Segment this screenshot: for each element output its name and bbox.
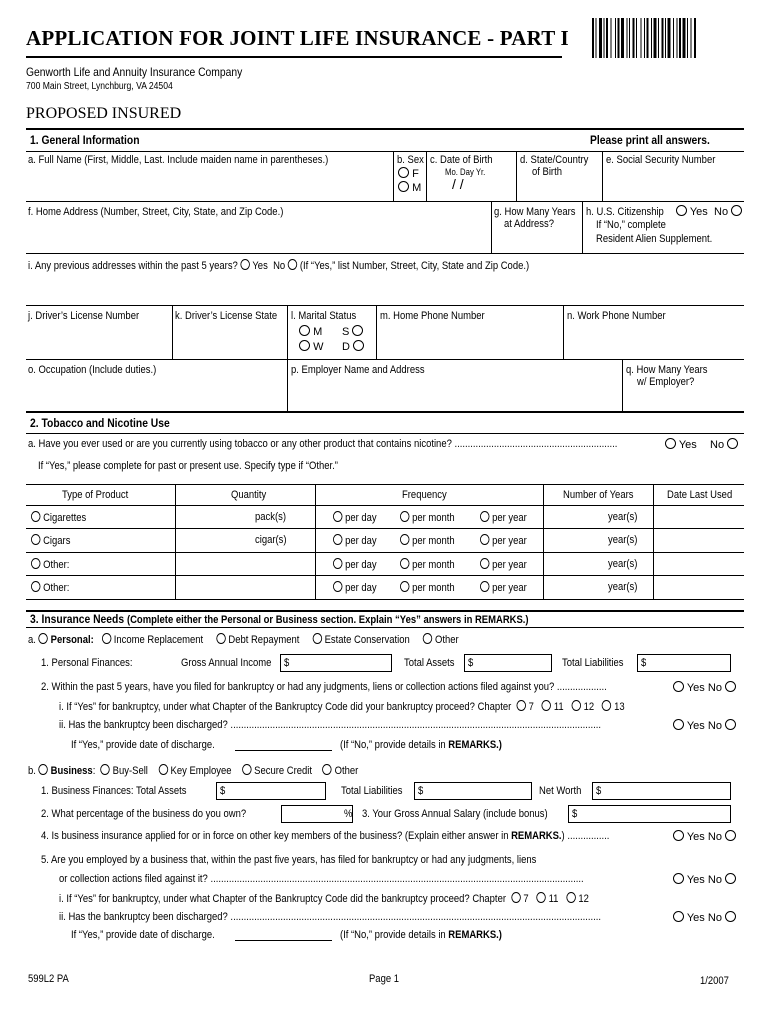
yes-label: Yes xyxy=(678,439,697,451)
radio-icon[interactable] xyxy=(31,558,40,569)
table-rule xyxy=(26,484,744,485)
home-address-label: f. Home Address (Number, Street, City, State, and Zip Code.) xyxy=(28,206,284,218)
business-liabilities-field[interactable] xyxy=(414,782,532,800)
radio-icon[interactable] xyxy=(673,719,684,730)
radio-icon[interactable] xyxy=(511,892,520,903)
radio-icon[interactable] xyxy=(39,633,48,644)
radio-icon[interactable] xyxy=(323,764,332,775)
quantity-cell[interactable] xyxy=(255,534,287,546)
radio-icon[interactable] xyxy=(216,633,225,644)
row-rule xyxy=(26,253,744,254)
dl-number-label: j. Driver’s License Number xyxy=(28,310,140,322)
dollar-sign: $ xyxy=(641,657,647,669)
marital-m-label: M xyxy=(313,326,323,338)
employer-chapter-question: i. If “Yes” for bankruptcy, under what Chapter of the Bankruptcy Code did the bankruptcy proceed? Chapter xyxy=(59,893,506,905)
radio-icon[interactable] xyxy=(299,325,310,336)
radio-icon[interactable] xyxy=(398,167,409,178)
per-day-option[interactable] xyxy=(333,558,377,571)
key-employee-label: Key Employee xyxy=(170,765,232,777)
per-year-option[interactable] xyxy=(480,534,527,547)
product-type-option[interactable] xyxy=(31,534,70,547)
years-at-address-label2: at Address? xyxy=(504,218,554,230)
no-label: No xyxy=(707,912,722,924)
page-number: Page 1 xyxy=(369,973,399,985)
total-liabilities-label: Total Liabilities xyxy=(562,657,624,669)
secure-credit-label: Secure Credit xyxy=(254,765,313,777)
employer-discharge-date-field[interactable] xyxy=(235,940,332,941)
section2-subrule xyxy=(26,433,744,434)
radio-icon[interactable] xyxy=(725,719,736,730)
radio-icon[interactable] xyxy=(240,259,249,270)
form-date: 1/2007 xyxy=(700,975,729,987)
marital-label: l. Marital Status xyxy=(291,310,357,322)
employer-chapter-row xyxy=(59,892,589,905)
per-day-label: per day xyxy=(345,512,377,524)
divider xyxy=(287,359,288,411)
years-cell[interactable] xyxy=(608,558,637,570)
section3-heading xyxy=(30,612,529,626)
per-year-option[interactable] xyxy=(480,581,527,594)
section-title: PROPOSED INSURED xyxy=(26,105,182,122)
radio-icon[interactable] xyxy=(423,633,432,644)
full-name-label: a. Full Name (First, Middle, Last. Include maiden name in parentheses.) xyxy=(28,154,329,166)
radio-icon[interactable] xyxy=(299,340,310,351)
table-col xyxy=(543,484,544,599)
radio-icon[interactable] xyxy=(398,181,409,192)
company-address: 700 Main Street, Lynchburg, VA 24504 xyxy=(26,81,173,92)
years-unit: year(s) xyxy=(608,534,638,546)
other-label: Other xyxy=(435,634,459,646)
personal-row xyxy=(28,633,459,646)
product-type-option[interactable] xyxy=(31,511,86,524)
personal-finances-label: 1. Personal Finances: xyxy=(41,657,133,669)
per-month-label: per month xyxy=(412,512,455,524)
divider xyxy=(516,151,517,201)
section3-title: 3. Insurance Needs xyxy=(30,612,125,626)
per-day-option[interactable] xyxy=(333,581,377,594)
employer-bankruptcy-yesno[interactable] xyxy=(673,873,736,886)
key-members-label: 4. Is business insurance applied for or in force on other key members of the business? (Explain either answer in xyxy=(41,830,512,842)
radio-icon[interactable] xyxy=(288,259,297,270)
personal-label: Personal: xyxy=(50,634,94,646)
no-label: No xyxy=(714,206,729,218)
income-replacement-label: Income Replacement xyxy=(113,634,204,646)
buy-sell-label: Buy-Sell xyxy=(112,765,148,777)
sex-label: b. Sex xyxy=(397,154,424,166)
sex-f-label: F xyxy=(412,168,419,180)
divider xyxy=(491,201,492,253)
radio-icon[interactable] xyxy=(542,700,551,711)
radio-icon[interactable] xyxy=(400,511,409,522)
radio-icon[interactable] xyxy=(673,873,684,884)
radio-icon[interactable] xyxy=(31,581,40,592)
section1-heading: 1. General Information xyxy=(30,133,140,147)
radio-icon[interactable] xyxy=(400,581,409,592)
employer-discharge-date-label: If “Yes,” provide date of discharge. xyxy=(71,929,215,941)
radio-icon[interactable] xyxy=(242,764,251,775)
if-no-label: (If “No,” provide details in xyxy=(340,739,449,751)
per-month-label: per month xyxy=(412,559,455,571)
state-birth-label2: of Birth xyxy=(532,166,562,178)
dob-field[interactable]: / / xyxy=(452,176,464,192)
yes-label: Yes xyxy=(686,912,705,924)
radio-icon[interactable] xyxy=(602,700,611,711)
chapter-12-label: 12 xyxy=(578,893,589,905)
marital-w-label: W xyxy=(313,341,324,353)
row-rule xyxy=(26,305,744,306)
yes-label: Yes xyxy=(686,831,705,843)
section3-subrule xyxy=(26,627,744,628)
net-worth-label: Net Worth xyxy=(539,785,582,797)
dollar-sign: $ xyxy=(572,808,578,820)
quantity-cell[interactable] xyxy=(255,511,286,523)
marital-w-option[interactable] xyxy=(299,340,323,353)
divider xyxy=(602,151,603,201)
divider xyxy=(287,305,288,359)
radio-icon[interactable] xyxy=(39,764,48,775)
radio-icon[interactable] xyxy=(676,205,687,216)
form-title: APPLICATION FOR JOINT LIFE INSURANCE - PART I xyxy=(26,26,569,50)
form-number: 599L2 PA xyxy=(28,973,69,985)
radio-icon[interactable] xyxy=(353,340,364,351)
years-cell[interactable] xyxy=(608,511,637,523)
chapter-12-label: 12 xyxy=(583,701,595,713)
business-percent-label: 2. What percentage of the business do you own? xyxy=(41,808,247,820)
col-header: Quantity xyxy=(231,489,267,501)
salary-label: 3. Your Gross Annual Salary (include bonus) xyxy=(362,808,548,820)
citizenship-yes-option[interactable] xyxy=(676,205,708,218)
chapter-11-label: 11 xyxy=(553,701,564,713)
radio-icon[interactable] xyxy=(517,700,526,711)
product-type-label: Cigars xyxy=(43,535,71,547)
employer-bankruptcy-question: 5. Are you employed by a business that, within the past five years, has filed for bankruptcy or had any judgments, liens xyxy=(41,854,537,866)
dollar-sign: $ xyxy=(284,657,290,669)
percent-sign: % xyxy=(344,808,353,820)
gross-income-field[interactable] xyxy=(280,654,392,672)
print-note: Please print all answers. xyxy=(590,133,710,147)
if-no-label: (If “No,” provide details in xyxy=(340,929,449,941)
per-month-option[interactable] xyxy=(400,511,455,524)
company-name: Genworth Life and Annuity Insurance Company xyxy=(26,65,243,79)
radio-icon[interactable] xyxy=(400,534,409,545)
chapter-question: i. If “Yes” for bankruptcy, under what Chapter of the Bankruptcy Code did your bankruptcy proceed? Chapter xyxy=(59,701,512,713)
discharge-date-label: If “Yes,” provide date of discharge. xyxy=(71,739,215,751)
title-rule xyxy=(26,56,562,58)
years-unit: year(s) xyxy=(608,558,638,570)
employer-if-no-details xyxy=(340,929,502,941)
per-month-option[interactable] xyxy=(400,581,455,594)
total-liabilities-field[interactable] xyxy=(637,654,731,672)
tobacco-question: a. Have you ever used or are you currently using tobacco or any other product that contains nicotine? .............................................................. xyxy=(28,438,618,450)
years-unit: year(s) xyxy=(608,511,638,523)
per-year-label: per year xyxy=(492,582,527,594)
remarks-word: REMARKS. xyxy=(511,830,562,842)
gross-income-label: Gross Annual Income xyxy=(181,657,272,669)
radio-icon[interactable] xyxy=(31,511,40,522)
employer-bankruptcy-question2: or collection actions filed against it? .............................................................................................................................................. xyxy=(59,873,584,885)
citizenship-no-option[interactable] xyxy=(714,205,742,218)
key-members-yesno[interactable] xyxy=(673,830,736,843)
dollar-sign: $ xyxy=(418,785,424,797)
dob-sublabel: Mo. Day Yr. xyxy=(445,167,486,177)
discharge-date-field[interactable] xyxy=(235,750,332,751)
col-header: Frequency xyxy=(402,489,447,501)
per-year-label: per year xyxy=(492,559,527,571)
no-label: No xyxy=(707,831,722,843)
per-day-label: per day xyxy=(345,559,377,571)
tobacco-no-option[interactable] xyxy=(710,438,738,451)
dollar-sign: $ xyxy=(468,657,474,669)
row-rule xyxy=(26,201,744,202)
radio-icon[interactable] xyxy=(480,581,489,592)
per-year-label: per year xyxy=(492,512,527,524)
per-year-option[interactable] xyxy=(480,558,527,571)
years-unit: year(s) xyxy=(608,581,638,593)
b-label: b. xyxy=(28,765,36,777)
citizenship-note2: Resident Alien Supplement. xyxy=(596,233,713,245)
employer-discharged-question: ii. Has the bankruptcy been discharged? ............................................................................................................................................. xyxy=(59,911,602,923)
dl-state-label: k. Driver’s License State xyxy=(175,310,278,322)
key-members-end: ) ................ xyxy=(561,830,610,842)
no-label: No xyxy=(273,260,286,272)
divider xyxy=(622,359,623,411)
table-col xyxy=(315,484,316,599)
radio-icon[interactable] xyxy=(352,325,363,336)
per-day-option[interactable] xyxy=(333,511,377,524)
years-employer-label: q. How Many Years xyxy=(626,364,708,376)
no-label: No xyxy=(707,874,722,886)
table-col xyxy=(653,484,654,599)
salary-field[interactable] xyxy=(568,805,731,823)
no-label: No xyxy=(707,720,722,732)
total-assets-field[interactable] xyxy=(464,654,552,672)
business-finances-label: 1. Business Finances: Total Assets xyxy=(41,785,187,797)
net-worth-field[interactable] xyxy=(592,782,731,800)
radio-icon[interactable] xyxy=(400,558,409,569)
radio-icon[interactable] xyxy=(537,892,546,903)
radio-icon[interactable] xyxy=(727,438,738,449)
employer-discharged-yesno[interactable] xyxy=(673,911,736,924)
radio-icon[interactable] xyxy=(333,534,342,545)
quantity-unit: pack(s) xyxy=(255,511,287,523)
section2-heading: 2. Tobacco and Nicotine Use xyxy=(30,416,170,430)
chapter-13-label: 13 xyxy=(614,701,625,713)
ssn-label: e. Social Security Number xyxy=(606,154,716,166)
dob-label: c. Date of Birth xyxy=(430,154,493,166)
radio-icon[interactable] xyxy=(673,911,684,922)
no-label: No xyxy=(707,682,722,694)
yes-label: Yes xyxy=(686,720,705,732)
product-type-label: Other: xyxy=(43,559,70,571)
debt-repayment-label: Debt Repayment xyxy=(228,634,300,646)
business-percent-field[interactable] xyxy=(281,805,353,823)
chapter-7-label: 7 xyxy=(528,701,534,713)
radio-icon[interactable] xyxy=(102,633,111,644)
per-day-label: per day xyxy=(345,582,377,594)
table-rule xyxy=(26,599,744,600)
per-month-option[interactable] xyxy=(400,558,455,571)
key-members-question xyxy=(41,830,609,842)
sex-m-option[interactable] xyxy=(398,181,421,194)
business-assets-field[interactable] xyxy=(216,782,326,800)
years-employer-label2: w/ Employer? xyxy=(637,376,695,388)
dollar-sign: $ xyxy=(220,785,226,797)
radio-icon[interactable] xyxy=(731,205,742,216)
radio-icon[interactable] xyxy=(572,700,581,711)
section1-rule xyxy=(26,128,744,130)
radio-icon[interactable] xyxy=(480,511,489,522)
divider xyxy=(393,151,394,201)
prev-address-label: i. Any previous addresses within the past 5 years? xyxy=(28,260,238,272)
divider xyxy=(563,305,564,359)
chapter-row xyxy=(59,700,625,713)
radio-icon[interactable] xyxy=(673,681,684,692)
total-assets-label: Total Assets xyxy=(404,657,455,669)
radio-icon[interactable] xyxy=(665,438,676,449)
per-day-label: per day xyxy=(345,535,377,547)
col-header: Type of Product xyxy=(62,489,129,501)
years-at-address-label: g. How Many Years xyxy=(494,206,576,218)
marital-d-label: D xyxy=(342,341,350,353)
marital-d-option[interactable] xyxy=(342,340,364,353)
radio-icon[interactable] xyxy=(312,633,321,644)
employer-label: p. Employer Name and Address xyxy=(291,364,425,376)
prev-address-row xyxy=(28,259,529,272)
yes-label: Yes xyxy=(689,206,708,218)
radio-icon[interactable] xyxy=(480,558,489,569)
discharged-yesno[interactable] xyxy=(673,719,736,732)
radio-icon[interactable] xyxy=(566,892,575,903)
other-label: Other xyxy=(334,765,359,777)
divider xyxy=(376,305,377,359)
dollar-sign: $ xyxy=(596,785,602,797)
radio-icon[interactable] xyxy=(480,534,489,545)
yes-label: Yes xyxy=(686,874,705,886)
state-birth-label: d. State/Country xyxy=(520,154,589,166)
radio-icon[interactable] xyxy=(333,511,342,522)
section1-subrule xyxy=(26,151,744,152)
section2-rule xyxy=(26,411,744,413)
product-type-label: Cigarettes xyxy=(43,512,87,524)
table-rule xyxy=(26,528,744,529)
business-row: b. Business: Buy-Sell Key Employee Secure Credit Other xyxy=(28,765,359,777)
work-phone-label: n. Work Phone Number xyxy=(567,310,666,322)
estate-conservation-label: Estate Conservation xyxy=(324,634,410,646)
per-month-label: per month xyxy=(412,582,455,594)
business-liabilities-label: Total Liabilities xyxy=(341,785,403,797)
discharged-question: ii. Has the bankruptcy been discharged? ............................................................................................................................................. xyxy=(59,719,602,731)
citizenship-note1: If “No,” complete xyxy=(596,219,666,231)
prev-address-note: (If “Yes,” list Number, Street, City, State and Zip Code.) xyxy=(299,260,530,272)
radio-icon[interactable] xyxy=(725,681,736,692)
chapter-11-label: 11 xyxy=(548,893,559,905)
product-type-label: Other: xyxy=(43,582,70,594)
divider xyxy=(582,201,583,253)
radio-icon[interactable] xyxy=(725,911,736,922)
radio-icon[interactable] xyxy=(725,830,736,841)
no-label: No xyxy=(710,439,725,451)
years-cell[interactable] xyxy=(608,534,637,546)
citizenship-label: h. U.S. Citizenship xyxy=(586,206,664,218)
table-rule xyxy=(26,552,744,553)
radio-icon[interactable] xyxy=(158,764,167,775)
radio-icon[interactable] xyxy=(333,581,342,592)
col-header: Date Last Used xyxy=(667,489,733,501)
home-phone-label: m. Home Phone Number xyxy=(380,310,485,322)
tobacco-yes-option[interactable] xyxy=(665,438,697,451)
col-header: Number of Years xyxy=(563,489,634,501)
table-rule xyxy=(26,505,744,506)
bankruptcy-yesno[interactable] xyxy=(673,681,736,694)
yes-label: Yes xyxy=(686,682,705,694)
product-type-option[interactable] xyxy=(31,558,69,571)
per-day-option[interactable] xyxy=(333,534,377,547)
radio-icon[interactable] xyxy=(101,764,110,775)
per-year-label: per year xyxy=(492,535,527,547)
product-type-option[interactable] xyxy=(31,581,69,594)
per-month-option[interactable] xyxy=(400,534,455,547)
per-year-option[interactable] xyxy=(480,511,527,524)
marital-m-option[interactable] xyxy=(299,325,322,338)
remarks-label: REMARKS.) xyxy=(448,739,502,751)
divider xyxy=(426,151,427,201)
per-month-label: per month xyxy=(412,535,455,547)
section3-note: (Complete either the Personal or Business section. Explain “Yes” answers in REMARKS.) xyxy=(126,614,529,626)
yes-label: Yes xyxy=(252,260,268,272)
marital-s-label: S xyxy=(342,326,350,338)
sex-f-option[interactable] xyxy=(398,167,419,180)
tobacco-note: If “Yes,” please complete for past or present use. Specify type if “Other.” xyxy=(38,460,338,472)
occupation-label: o. Occupation (Include duties.) xyxy=(28,364,157,376)
barcode-image xyxy=(592,18,744,58)
radio-icon[interactable] xyxy=(333,558,342,569)
radio-icon[interactable] xyxy=(673,830,684,841)
row-rule xyxy=(26,359,744,360)
bankruptcy-question: 2. Within the past 5 years, have you filed for bankruptcy or had any judgments, liens or collection actions filed against you? ................... xyxy=(41,681,607,693)
marital-s-option[interactable] xyxy=(342,325,363,338)
remarks-label: REMARKS.) xyxy=(448,929,502,941)
divider xyxy=(172,305,173,359)
table-rule xyxy=(26,575,744,576)
years-cell[interactable] xyxy=(608,581,637,593)
business-label: Business xyxy=(50,765,93,777)
quantity-unit: cigar(s) xyxy=(255,534,287,546)
sex-m-label: M xyxy=(412,182,422,194)
radio-icon[interactable] xyxy=(31,534,40,545)
table-col xyxy=(175,484,176,599)
if-no-details xyxy=(340,739,502,751)
a-label: a. xyxy=(28,634,36,646)
radio-icon[interactable] xyxy=(725,873,736,884)
chapter-7-label: 7 xyxy=(523,893,529,905)
